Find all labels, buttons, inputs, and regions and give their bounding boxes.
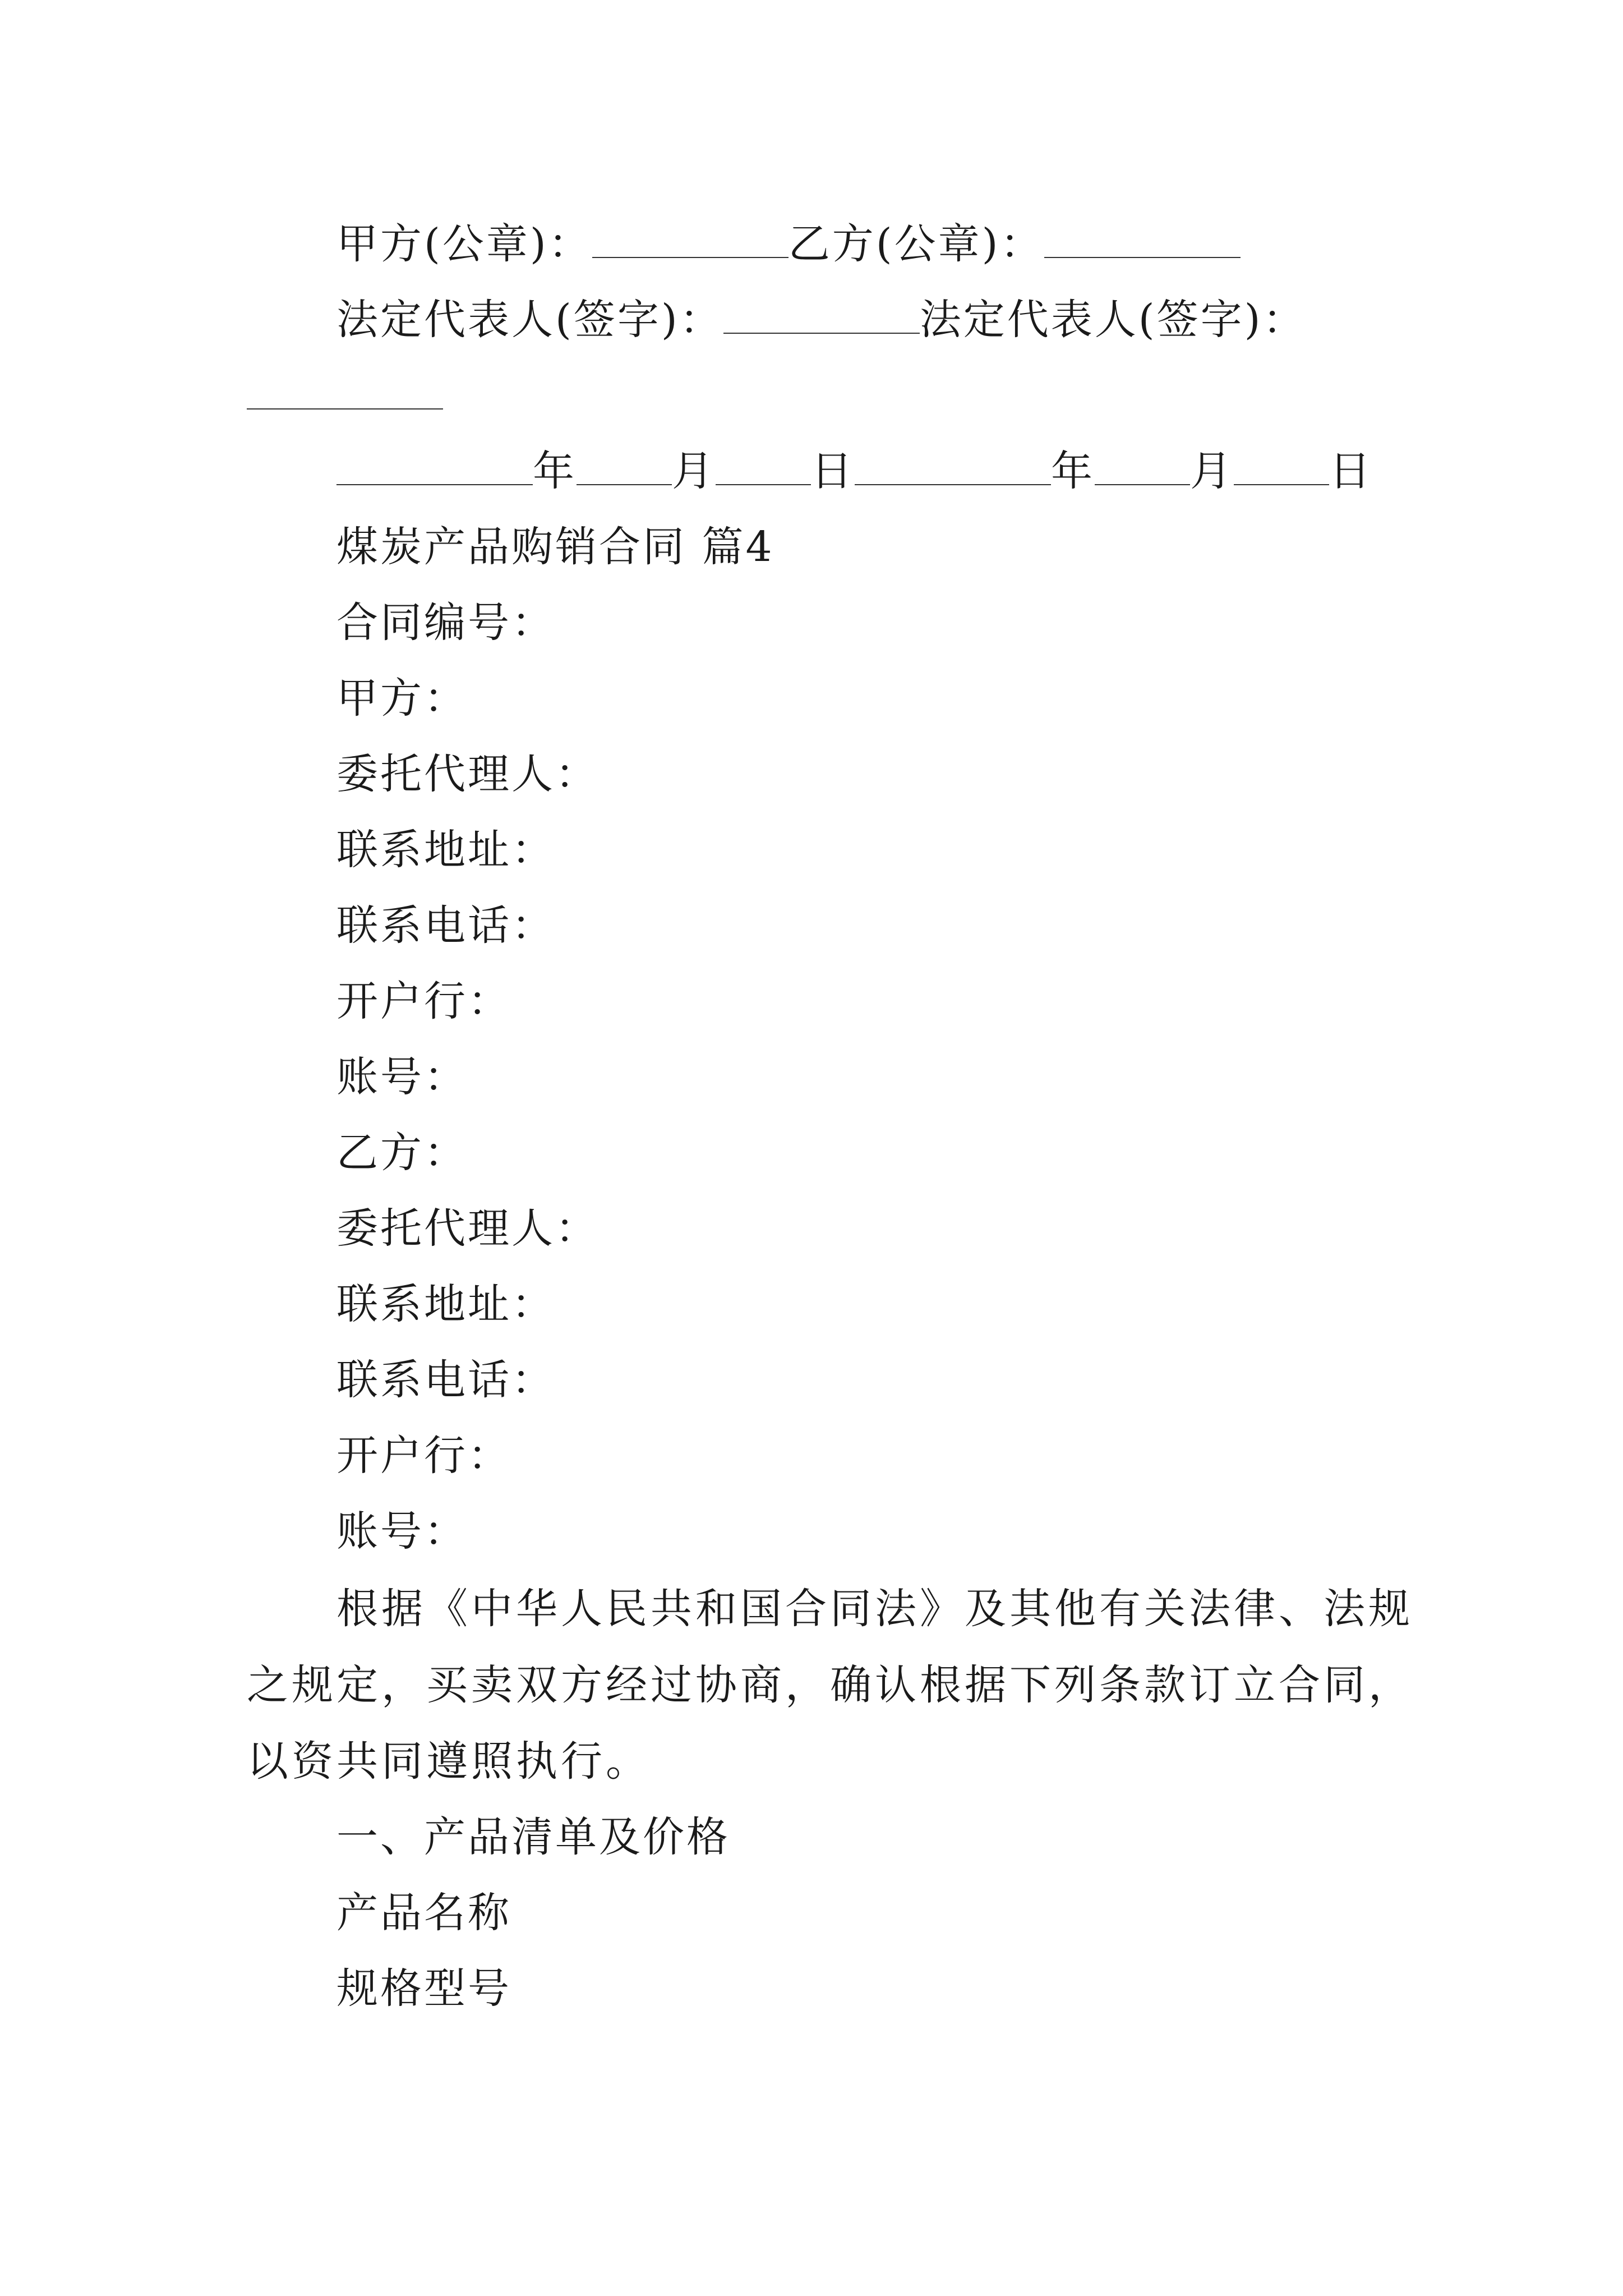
party-a-agent-field: 委托代理人：	[336, 750, 599, 798]
date-a-year-blank[interactable]	[336, 447, 533, 485]
clause-1-spec-model: 规格型号	[336, 1964, 511, 2013]
party-b-field: 乙方：	[336, 1129, 468, 1177]
party-a-seal-blank[interactable]	[592, 220, 789, 258]
party-a-bank-field: 开户行：	[336, 977, 511, 1025]
clause-1-heading: 一、产品清单及价格	[336, 1813, 730, 1861]
party-a-field: 甲方：	[336, 674, 468, 723]
date-a-day: 日	[811, 447, 855, 495]
date-a-month-blank[interactable]	[577, 447, 672, 485]
legal-rep-line	[336, 292, 1307, 348]
legal-rep-b-blank[interactable]	[247, 371, 443, 409]
party-b-phone-field: 联系电话：	[336, 1356, 555, 1404]
legal-rep-a-label: 法定代表人(签字)：	[336, 296, 723, 344]
legal-rep-b-blank-line	[247, 367, 443, 424]
date-a-month: 月	[672, 447, 716, 495]
date-b-month-blank[interactable]	[1095, 447, 1190, 485]
legal-rep-a-blank[interactable]	[723, 296, 920, 334]
date-b-day: 日	[1329, 447, 1373, 495]
date-line	[336, 443, 1373, 499]
party-a-seal-label: 甲方(公章)：	[336, 220, 592, 268]
legal-rep-b-label: 法定代表人(签字)：	[919, 296, 1307, 344]
date-b-day-blank[interactable]	[1234, 447, 1329, 485]
date-a-year: 年	[533, 447, 577, 495]
party-b-account-field: 账号：	[336, 1507, 468, 1556]
date-b-year-blank[interactable]	[855, 447, 1051, 485]
date-b-month: 月	[1190, 447, 1234, 495]
party-b-seal-blank[interactable]	[1044, 220, 1241, 258]
party-b-seal-label: 乙方(公章)：	[788, 220, 1044, 268]
section-title: 煤炭产品购销合同 篇4	[336, 523, 774, 571]
party-b-bank-field: 开户行：	[336, 1432, 511, 1480]
clause-1-product-name: 产品名称	[336, 1889, 511, 1937]
contract-no-field: 合同编号：	[336, 599, 555, 647]
party-a-address-field: 联系地址：	[336, 826, 555, 874]
party-a-phone-field: 联系电话：	[336, 901, 555, 950]
date-a-day-blank[interactable]	[716, 447, 811, 485]
party-b-address-field: 联系地址：	[336, 1280, 555, 1328]
preamble-paragraph: 根据《中华人民共和国合同法》及其他有关法律、法规之规定，买卖双方经过协商，确认根据下列条款订立合同，以资共同遵照执行。	[247, 1585, 1413, 1786]
date-b-year: 年	[1051, 447, 1095, 495]
party-a-account-field: 账号：	[336, 1053, 468, 1101]
party-b-agent-field: 委托代理人：	[336, 1204, 599, 1253]
seal-line	[336, 216, 1241, 272]
